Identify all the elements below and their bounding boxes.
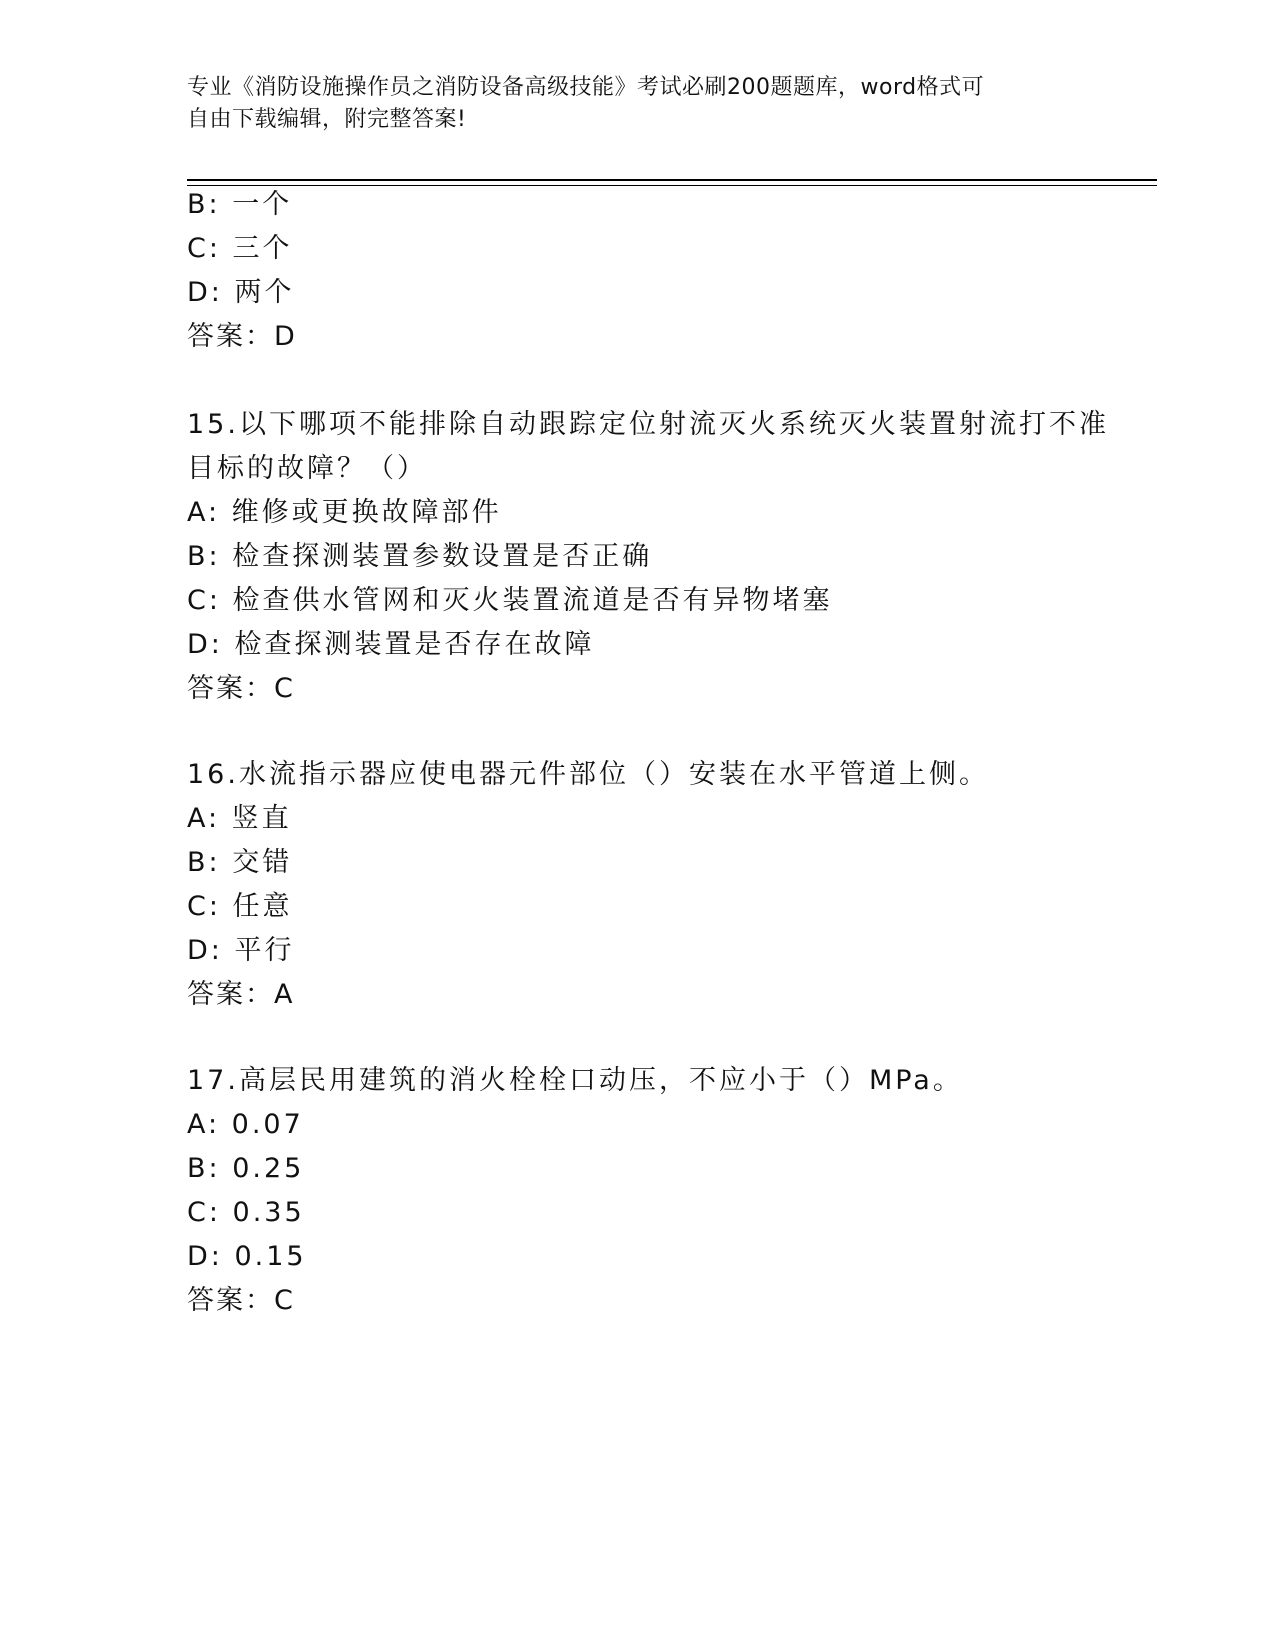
q16-stem: 16.水流指示器应使电器元件部位（）安装在水平管道上侧。 [187,759,989,790]
q17-option-c: C: 0.35 [187,1197,305,1228]
q15-stem-line-2: 目标的故障？（） [187,453,427,484]
q15-option-a: A: 维修或更换故障部件 [187,497,502,528]
q15-option-b: B: 检查探测装置参数设置是否正确 [187,541,653,572]
q15-answer: 答案：C [187,673,295,704]
prev-option-d: D: 两个 [187,277,295,308]
header-rule-thick [187,179,1157,181]
prev-answer: 答案：D [187,321,297,352]
header-rule-thin [187,185,1157,186]
header-line-1: 专业《消防设施操作员之消防设备高级技能》考试必刷200题题库，word格式可 [187,75,985,100]
q15-stem-line-1: 15.以下哪项不能排除自动跟踪定位射流灭火系统灭火装置射流打不准 [187,409,1109,440]
q17-option-a: A: 0.07 [187,1109,304,1140]
q17-option-b: B: 0.25 [187,1153,305,1184]
q16-option-a: A: 竖直 [187,803,292,834]
q15-option-d: D: 检查探测装置是否存在故障 [187,629,595,660]
q17-answer: 答案：C [187,1285,295,1316]
q16-answer: 答案：A [187,979,295,1010]
q16-option-c: C: 任意 [187,891,293,922]
q17-stem: 17.高层民用建筑的消火栓栓口动压，不应小于（）MPa。 [187,1065,963,1096]
q15-option-c: C: 检查供水管网和灭火装置流道是否有异物堵塞 [187,585,833,616]
prev-option-c: C: 三个 [187,233,293,264]
prev-option-b: B: 一个 [187,189,293,220]
header-line-2: 自由下载编辑，附完整答案! [187,107,467,132]
q16-option-d: D: 平行 [187,935,295,966]
q17-option-d: D: 0.15 [187,1241,307,1272]
q16-option-b: B: 交错 [187,847,293,878]
document-header [187,72,1067,136]
